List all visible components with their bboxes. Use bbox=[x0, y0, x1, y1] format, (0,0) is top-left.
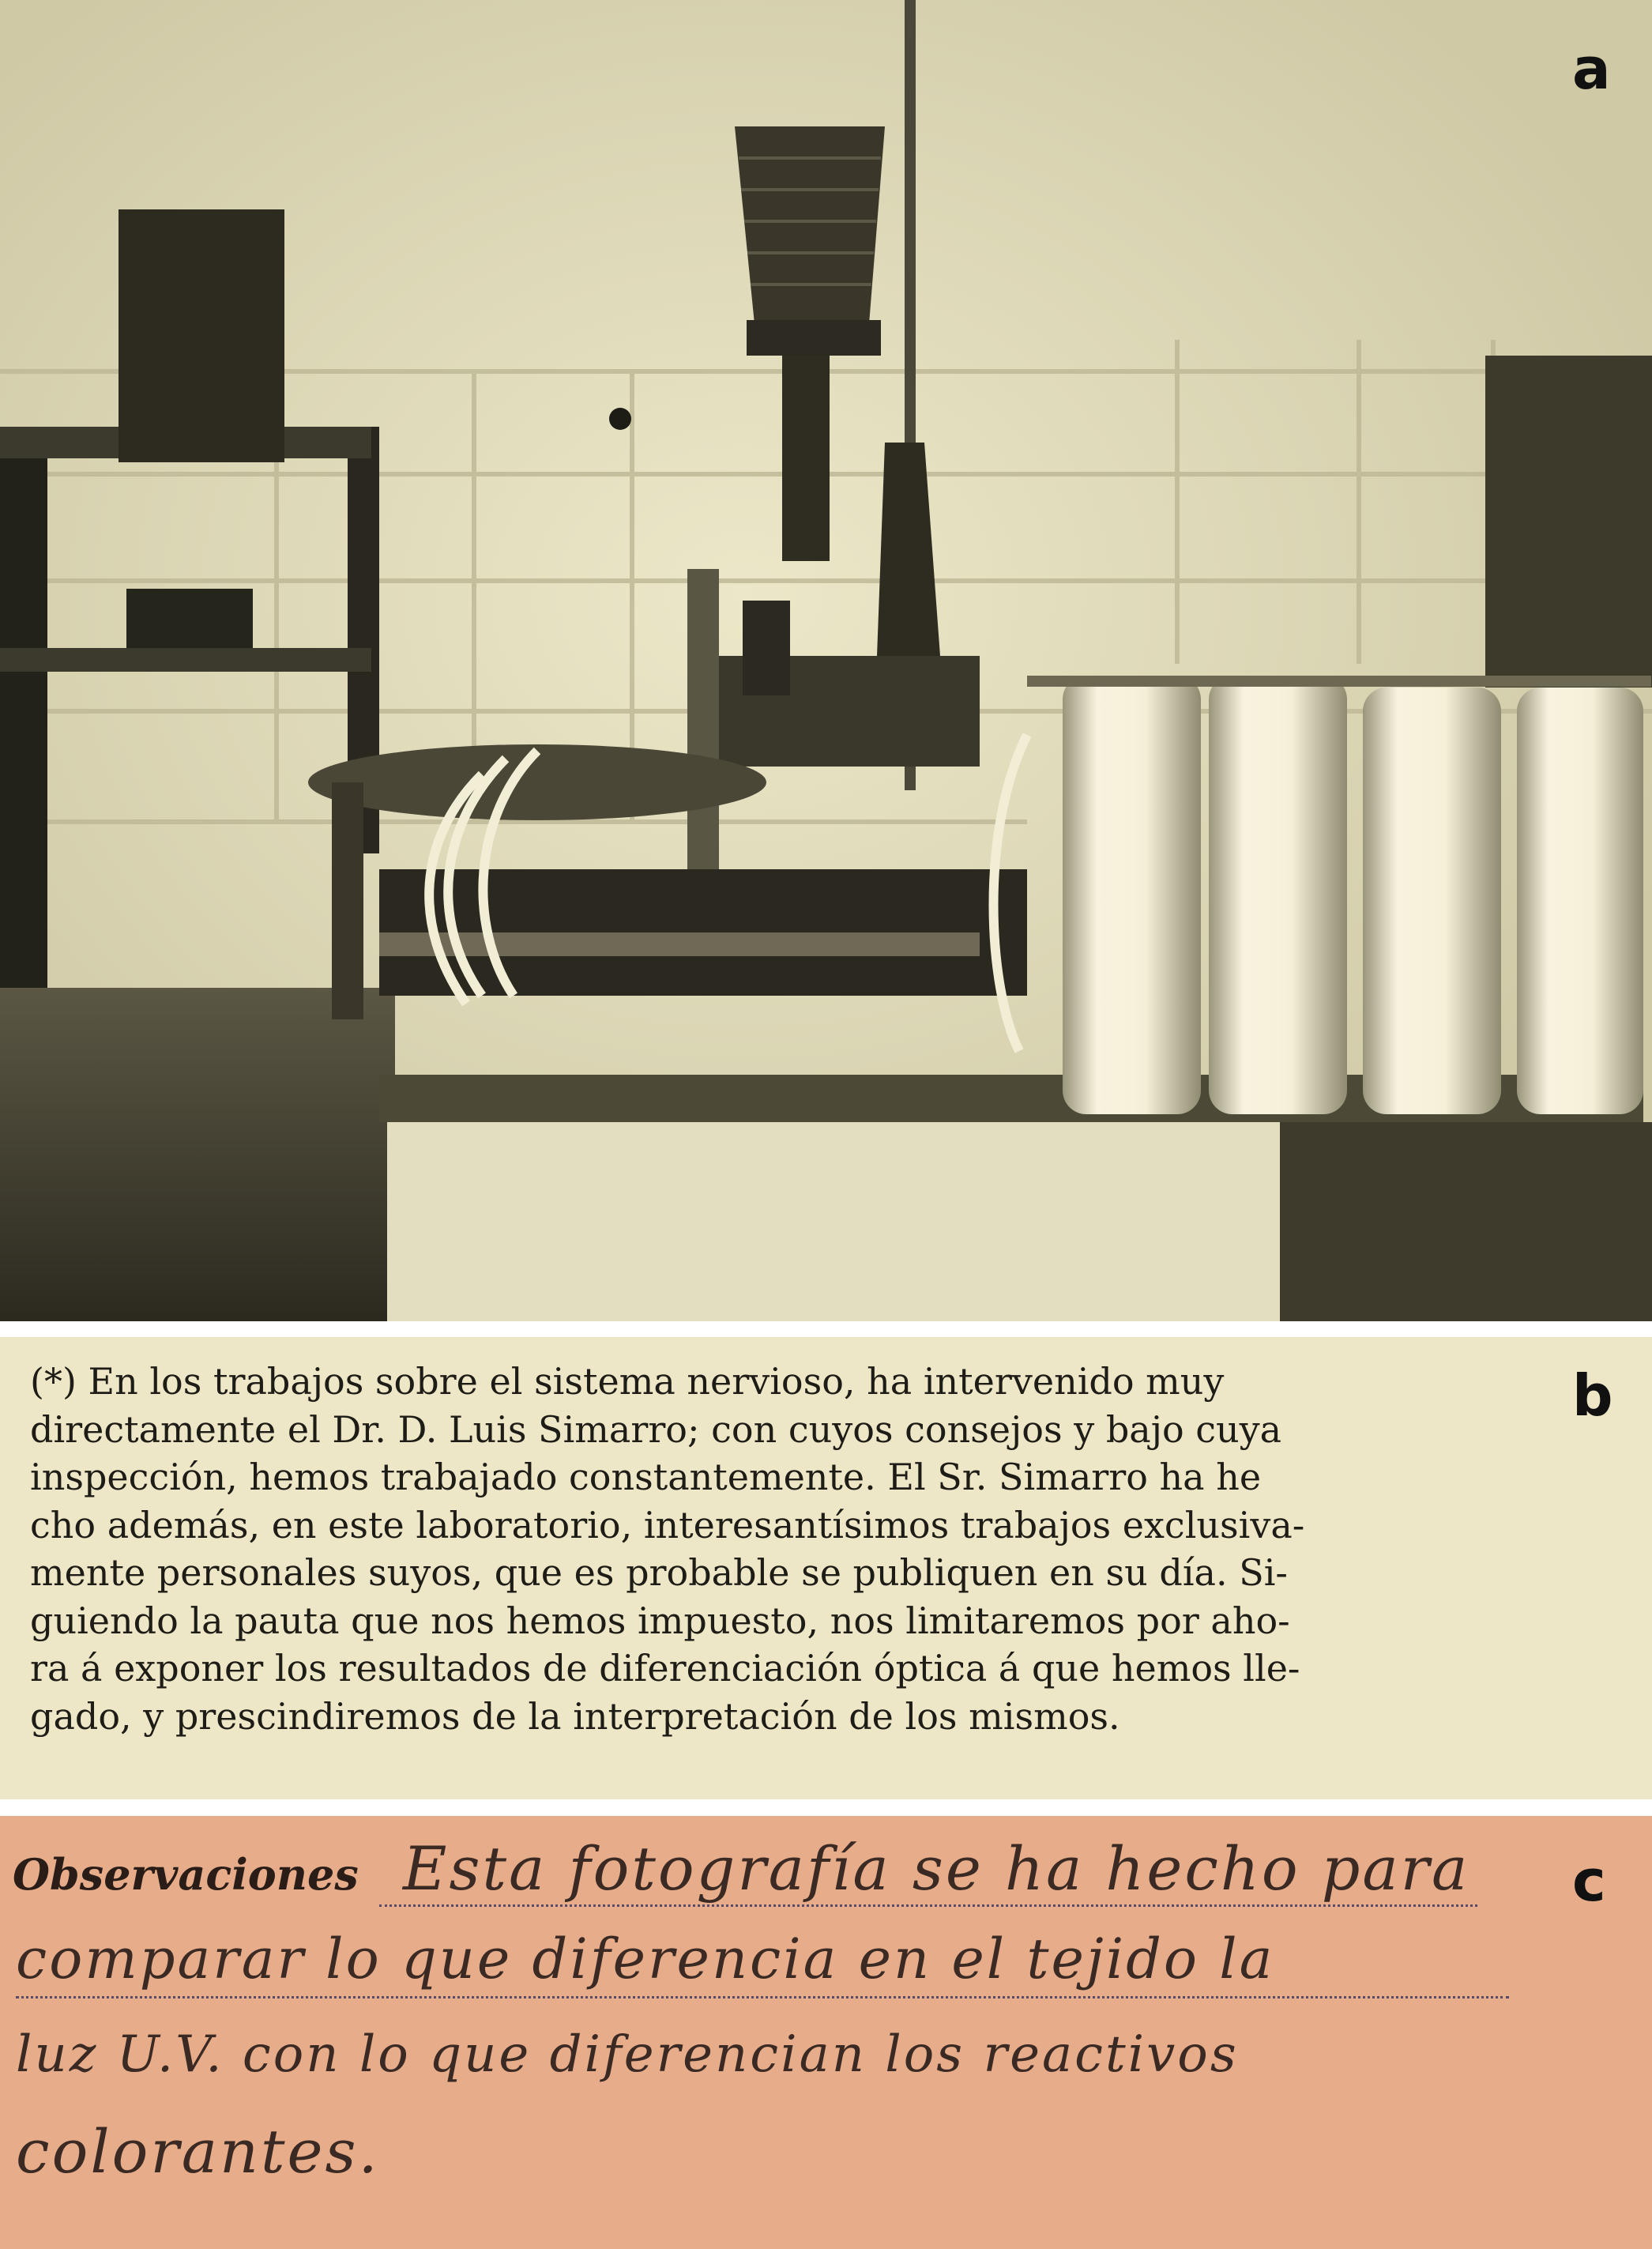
text-line: inspección, hemos trabajado constantemente. El Sr. Simarro ha he bbox=[30, 1456, 1262, 1498]
text-line: (*) En los trabajos sobre el sistema nervioso, ha intervenido muy bbox=[30, 1360, 1225, 1403]
dotted-rule bbox=[379, 1904, 1477, 1907]
handwritten-line: Esta fotografía se ha hecho para bbox=[403, 1833, 1470, 1904]
handwritten-line: colorantes. bbox=[16, 2116, 380, 2187]
panel-label-a: a bbox=[1572, 36, 1611, 102]
printed-footnote-text bbox=[30, 1358, 1579, 1740]
printed-footnote-panel bbox=[0, 1337, 1652, 1799]
panel-label-b: b bbox=[1572, 1362, 1613, 1429]
text-line: guiendo la pauta que nos hemos impuesto, nos limitaremos por aho- bbox=[30, 1599, 1290, 1642]
text-line: mente personales suyos, que es probable se publiquen en su día. Si- bbox=[30, 1551, 1288, 1594]
handwritten-line: comparar lo que diferencia en el tejido la bbox=[16, 1927, 1275, 1991]
text-line: directamente el Dr. D. Luis Simarro; con cuyos consejos y bajo cuya bbox=[30, 1407, 1282, 1451]
text-line: cho además, en este laboratorio, interesantísimos trabajos exclusiva- bbox=[30, 1503, 1305, 1546]
dotted-rule bbox=[16, 1996, 1509, 1998]
text-line: gado, y prescindiremos de la interpretación de los mismos. bbox=[30, 1694, 1120, 1738]
observaciones-label: Observaciones bbox=[13, 1849, 359, 1900]
panel-label-c: c bbox=[1572, 1848, 1606, 1914]
handwritten-line: luz U.V. con lo que diferencian los reactivos bbox=[16, 2025, 1239, 2084]
handwritten-note-panel bbox=[0, 1816, 1652, 2249]
text-line: ra á exponer los resultados de diferenciación óptica á que hemos lle- bbox=[30, 1647, 1300, 1690]
